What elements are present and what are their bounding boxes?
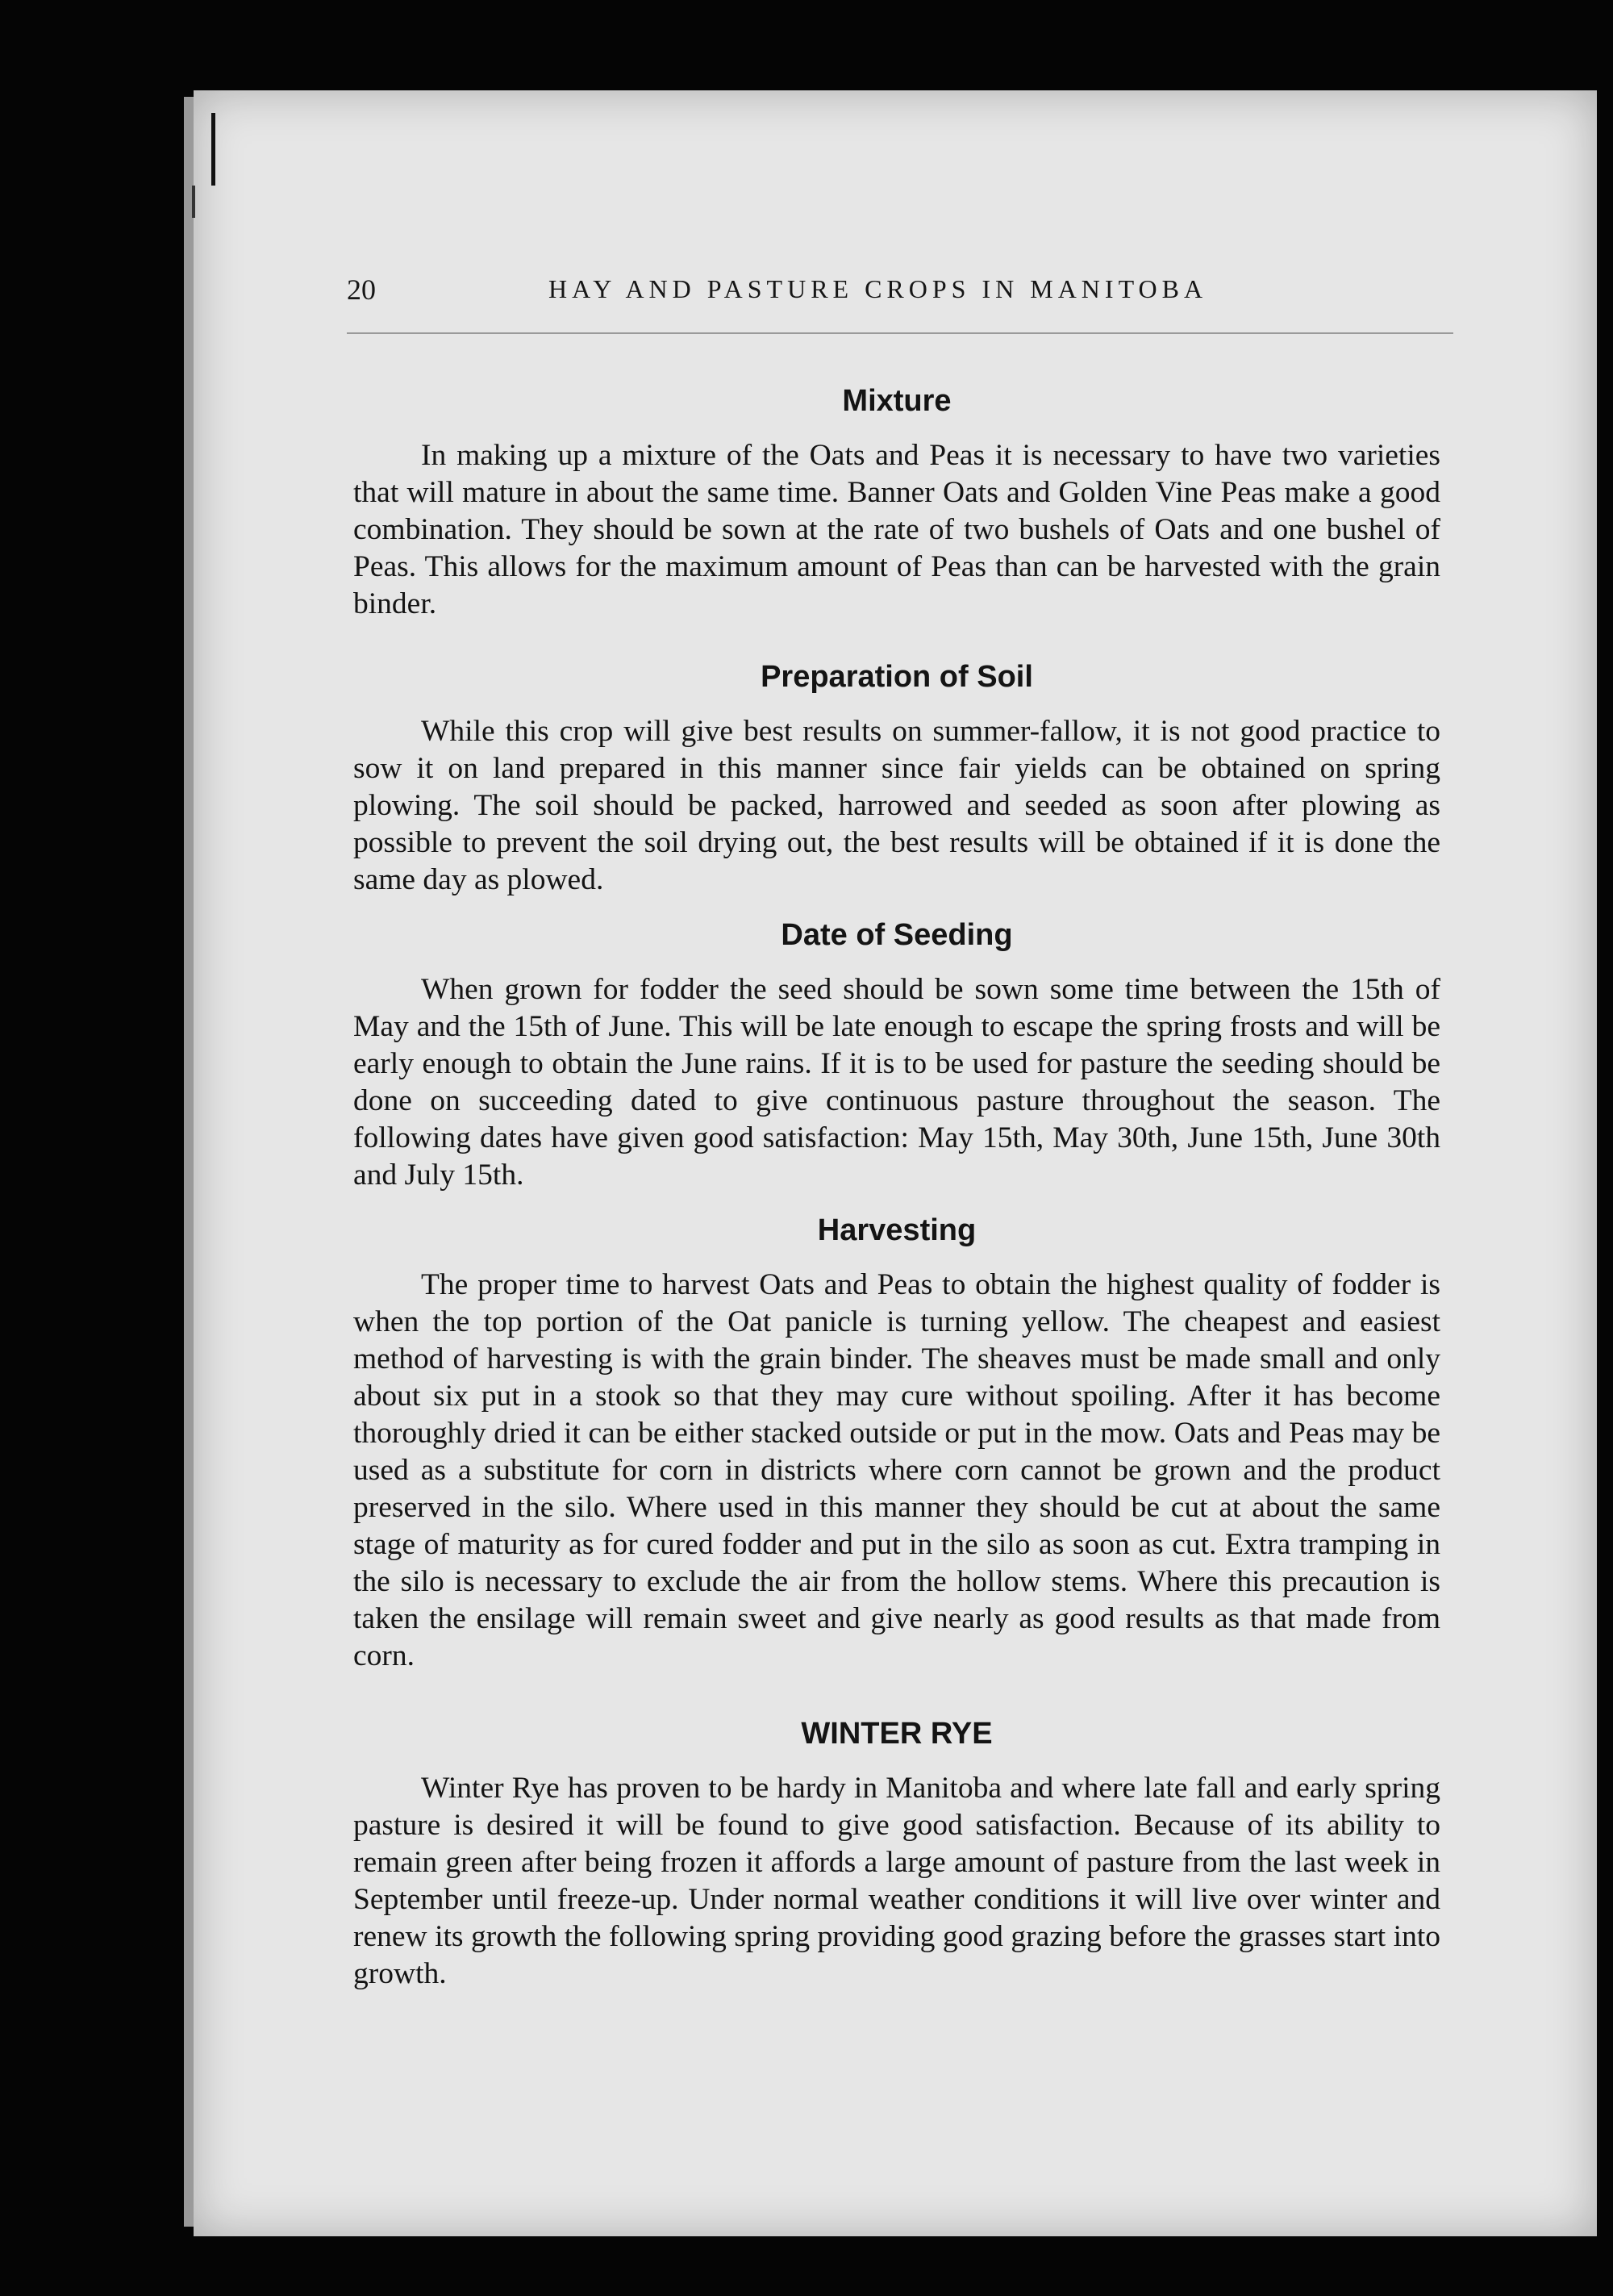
- section-heading-date-of-seeding: Date of Seeding: [781, 918, 1013, 952]
- section-heading-harvesting: Harvesting: [817, 1213, 977, 1247]
- page-body: [353, 365, 1440, 1993]
- page-header: [347, 273, 1452, 313]
- page-number: 20: [347, 273, 376, 306]
- binding-mark-small: [192, 186, 195, 218]
- binding-mark: [211, 113, 215, 186]
- section-heading-preparation-of-soil: Preparation of Soil: [761, 660, 1033, 694]
- header-rule: [347, 332, 1453, 334]
- paragraph-winter-rye: Winter Rye has proven to be hardy in Manitoba and where late fall and early spring pasture is desired it will be found to give good satisfaction. Because of its ability to remain green after being frozen it affords a large amount of pasture from the last week in September until freeze-up. Under normal weather conditions it will live over winter and renew its growth the following spring providing good grazing before the grasses start into growth.: [353, 1772, 1440, 1990]
- paragraph-date-of-seeding: When grown for fodder the seed should be sown some time between the 15th of May and the 15th of June. This will be late enough to escape the spring frosts and will be early enough to obtain the June rains. If it is to be used for pasture the seeding should be done on succeeding dated to give continuous pasture throughout the season. The following dates have given good satisfaction: May 15th, May 30th, June 15th, June 30th and July 15th.: [353, 973, 1440, 1192]
- section-heading-winter-rye: WINTER RYE: [801, 1717, 993, 1751]
- paragraph-mixture: In making up a mixture of the Oats and Peas it is necessary to have two varieties that will mature in about the same time. Banner Oats and Golden Vine Peas make a good combination. They should be sown at the rate of two bushels of Oats and one bushel of Peas. This allows for the maximum amount of Peas than can be harvested with the grain binder.: [353, 439, 1440, 620]
- running-title: HAY AND PASTURE CROPS IN MANITOBA: [548, 274, 1208, 303]
- paragraph-preparation-of-soil: While this crop will give best results on summer-fallow, it is not good practice to sow it on land prepared in this manner since fair yields can be obtained on spring plowing. The soil should be packed, harrowed and seeded as soon after plowing as possible to prevent the soil drying out, the best results will be obtained if it is done the same day as plowed.: [353, 715, 1440, 896]
- section-heading-mixture: Mixture: [842, 384, 952, 418]
- paragraph-harvesting: The proper time to harvest Oats and Peas to obtain the highest quality of fodder is when the top portion of the Oat panicle is turning yellow. The cheapest and easiest method of harvesting is with the grain binder. The sheaves must be made small and only about six put in a stook so that they may cure without spoiling. After it has become thoroughly dried it can be either stacked outside or put in the mow. Oats and Peas may be used as a substitute for corn in districts where corn cannot be grown and the product preserved in the silo. Where used in this manner they should be cut at about the same stage of maturity as for cured fodder and put in the silo as soon as cut. Extra tramping in the silo is necessary to exclude the air from the hollow stems. Where this precaution is taken the ensilage will remain sweet and give nearly as good results as that made from corn.: [353, 1268, 1440, 1672]
